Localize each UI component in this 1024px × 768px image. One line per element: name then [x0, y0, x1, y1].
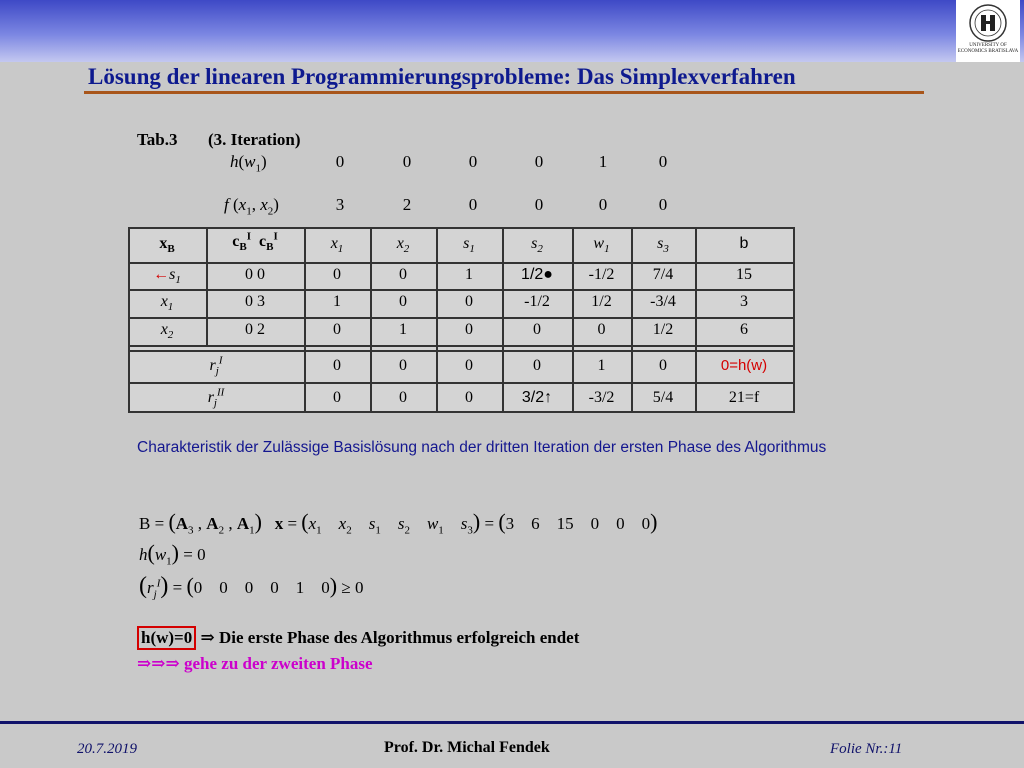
row3-cell-2: 0 — [465, 321, 473, 338]
basis-x1: $x_1$ — [160, 293, 174, 314]
row3-cell-0: 0 — [333, 321, 341, 338]
f-value-2: 0 — [468, 195, 478, 214]
r2-cell-0: 0 — [333, 389, 341, 406]
header-x1: $x_1$ — [330, 235, 344, 256]
f-row-label: f ($x_1$, $x_2$) — [224, 195, 279, 218]
hw-value-1: 0 — [402, 152, 412, 171]
header-w1: $w_1$ — [593, 235, 610, 256]
header-cb: $c_B^I$ $c_B^I$ — [232, 230, 278, 254]
row2-cell-6: 3 — [740, 293, 748, 310]
simplex-table — [128, 227, 795, 413]
hw-value-4: 1 — [598, 152, 608, 171]
hw-value-3: 0 — [534, 152, 544, 171]
logo-text: UNIVERSITY OF ECONOMICS BRATISLAVA — [957, 43, 1019, 54]
h-equation: $h(w_1) = 0$ — [139, 540, 206, 568]
r2-cell-2: 0 — [465, 389, 473, 406]
row1-cell-0: 0 — [333, 266, 341, 283]
row1-cell-4: -1/2 — [588, 266, 615, 283]
title-underline — [84, 91, 924, 94]
phase-one-result — [137, 626, 579, 650]
r1-cell-4: 1 — [597, 357, 606, 374]
r2-cell-5: 5/4 — [652, 389, 674, 406]
slide-title: Lösung der linearen Programmierungsprobleme: Das Simplexverfahren — [88, 64, 796, 89]
footer-slide-number: Folie Nr.:11 — [830, 741, 903, 757]
header-xb: $x_B$ — [159, 235, 175, 256]
row3-cell-4: 0 — [597, 321, 606, 338]
row3-cell-1: 1 — [399, 321, 407, 338]
header-s1: $s_1$ — [463, 235, 475, 256]
row2-cell-4: 1/2 — [591, 293, 612, 310]
row3-cell-3: 0 — [533, 321, 541, 338]
next-phase-text: ⇒⇒⇒ gehe zu der zweiten Phase — [137, 654, 373, 673]
header-s3: $s_3$ — [657, 235, 669, 256]
seal-icon — [968, 3, 1008, 43]
r1-cell-5: 0 — [659, 357, 667, 374]
hw-value-5: 0 — [658, 152, 668, 171]
r1-label: $r_j^I$ — [209, 354, 223, 378]
r2-cell-1: 0 — [399, 389, 407, 406]
footer-rule — [0, 721, 1024, 724]
r1-cell-6: 0=h(w) — [720, 357, 768, 374]
hw-row-label: $h(w_1)$ — [230, 152, 267, 175]
cb-row1: 0 0 — [245, 266, 265, 283]
hw-zero-box: h(w)=0 — [137, 626, 196, 650]
f-value-3: 0 — [534, 195, 544, 214]
f-value-0: 3 — [335, 195, 345, 214]
f-value-4: 0 — [598, 195, 608, 214]
row3-cell-6: 6 — [740, 321, 748, 338]
r2-cell-6: 21=f — [728, 389, 760, 406]
r2-label: $r_j^{II}$ — [207, 386, 225, 410]
cb-row3: 0 2 — [245, 321, 265, 338]
row1-cell-1: 0 — [399, 266, 407, 283]
r1-cell-1: 0 — [399, 357, 407, 374]
f-value-1: 2 — [402, 195, 412, 214]
row1-cell-6: 15 — [736, 266, 752, 283]
header-b: b — [739, 235, 749, 252]
r1-cell-2: 0 — [465, 357, 473, 374]
footer-date: 20.7.2019 — [77, 741, 137, 757]
basis-x2: $x_2$ — [160, 321, 174, 342]
r1-cell-3: 0 — [533, 357, 541, 374]
r2-cell-4: -3/2 — [588, 389, 615, 406]
basis-s1: $\leftarrow s_1$ — [153, 266, 181, 287]
header-bar — [0, 0, 1024, 62]
university-logo — [956, 0, 1020, 62]
row2-cell-1: 0 — [399, 293, 407, 310]
phase-one-result-text: ⇒ Die erste Phase des Algorithmus erfolgreich endet — [200, 628, 580, 647]
row3-cell-5: 1/2 — [652, 321, 674, 338]
row1-cell-2: 1 — [465, 266, 473, 283]
f-value-5: 0 — [658, 195, 668, 214]
row2-cell-3: -1/2 — [524, 293, 550, 310]
hw-value-2: 0 — [468, 152, 478, 171]
basis-equation: $B = (A_3$ , $A_2$ , $A_1$) $x = (x_1$ $x_2$ $s_1$ $s_2$ $w_1$ $s_3) = (3$ 6 15 0 0 0) — [139, 509, 658, 537]
cb-row2: 0 3 — [245, 293, 265, 310]
tab-label: Tab.3 — [137, 130, 178, 149]
row2-cell-0: 1 — [333, 293, 341, 310]
r1-cell-0: 0 — [333, 357, 341, 374]
hw-value-0: 0 — [335, 152, 345, 171]
r-equation: $(r_j^I) = (0$ 0 0 0 1 0) ≥ 0 — [139, 573, 364, 601]
row2-cell-5: -3/4 — [650, 293, 676, 310]
row2-cell-2: 0 — [465, 293, 473, 310]
r2-cell-3: 3/2↑ — [521, 389, 553, 406]
row1-cell-5: 7/4 — [652, 266, 674, 283]
row1-cell-3: 1/2● — [521, 266, 553, 283]
characteristic-text: Charakteristik der Zulässige Basislösung nach der dritten Iteration der ersten Phase des Algorithmus — [137, 439, 827, 456]
footer-author: Prof. Dr. Michal Fendek — [384, 739, 550, 756]
header-x2: $x_2$ — [396, 235, 410, 256]
iteration-label: (3. Iteration) — [208, 130, 301, 149]
header-s2: $s_2$ — [531, 235, 543, 256]
